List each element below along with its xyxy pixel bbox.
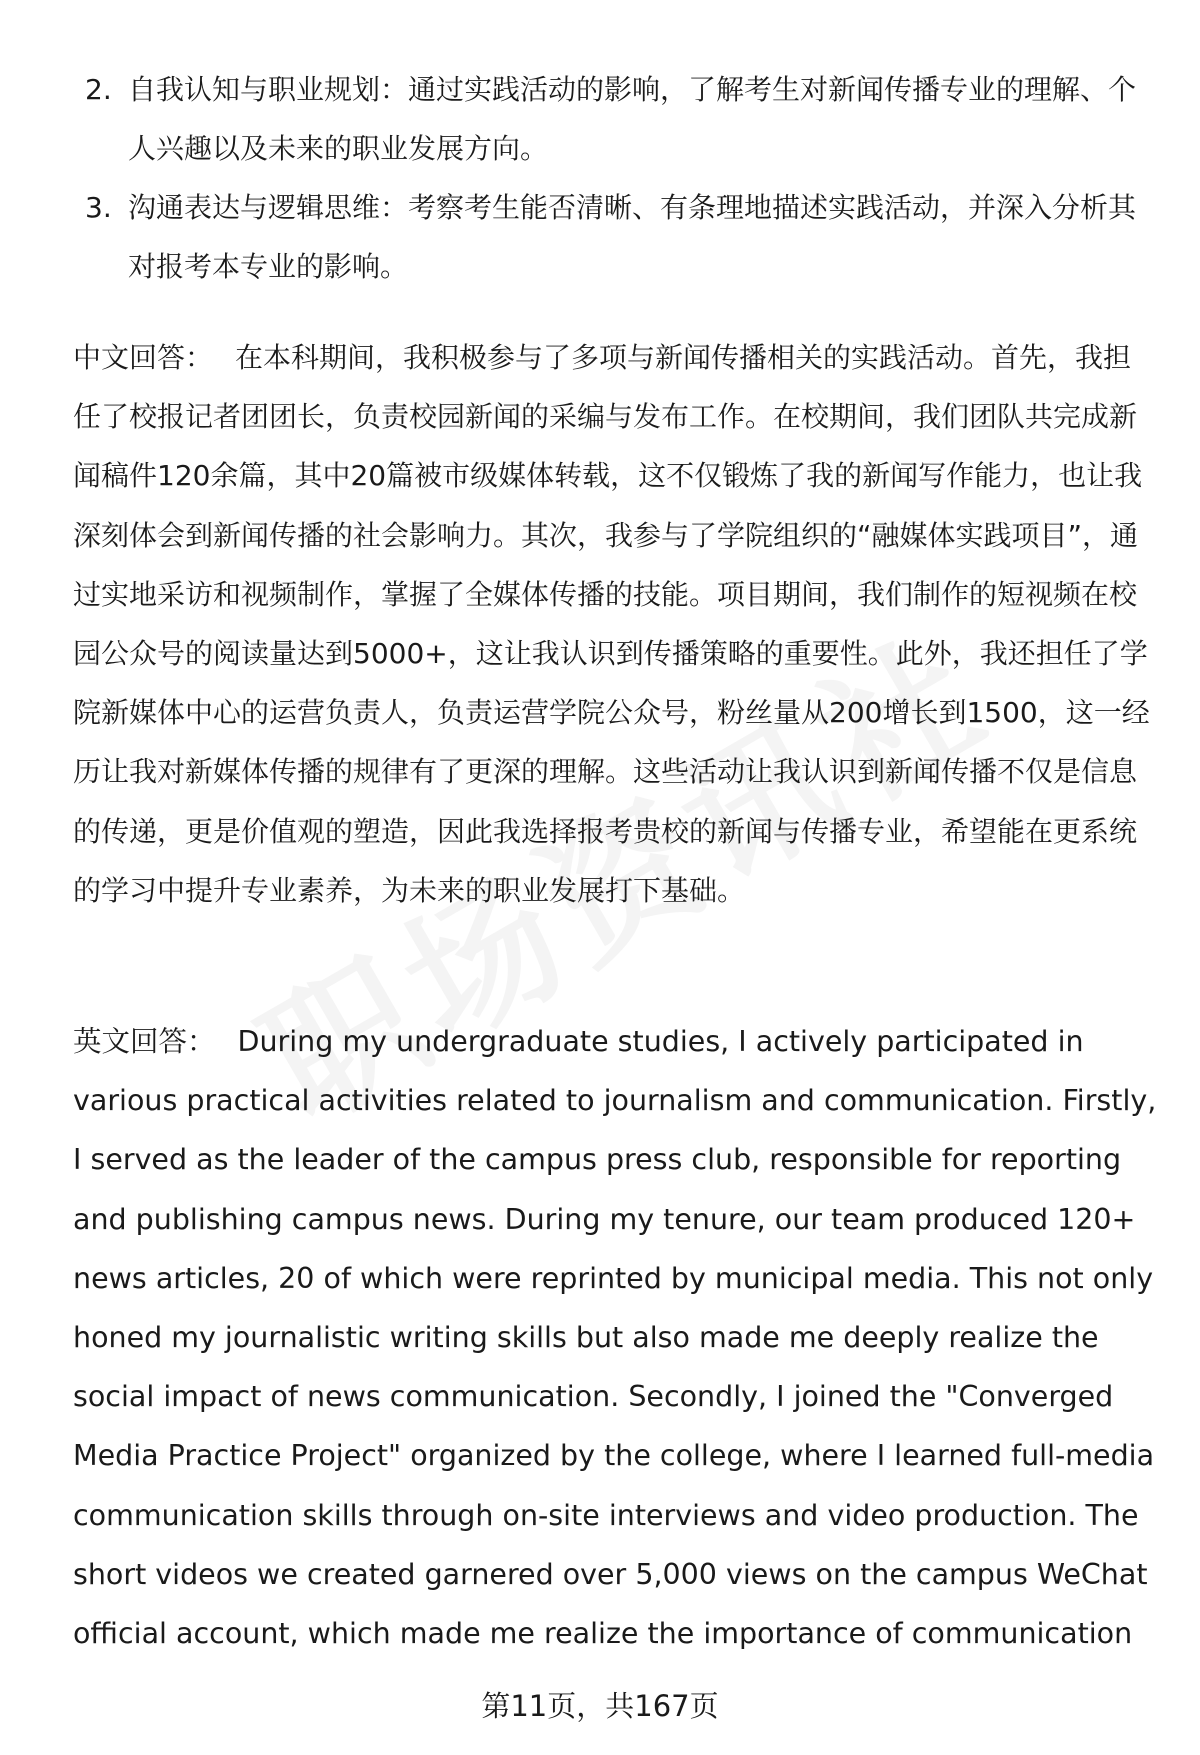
english-answer-paragraph bbox=[73, 1012, 1163, 1663]
page-footer: 第11页，共167页 bbox=[481, 1689, 719, 1723]
list-item bbox=[73, 60, 1143, 178]
list-item bbox=[73, 178, 1143, 296]
list-item-number: 3. bbox=[85, 191, 112, 224]
list-item-text: 沟通表达与逻辑思维：考察考生能否清晰、有条理地描述实践活动，并深入分析其对报考本专业的影响。 bbox=[128, 191, 1137, 283]
chinese-answer-text: 在本科期间，我积极参与了多项与新闻传播相关的实践活动。首先，我担任了校报记者团团长，负责校园新闻的采编与发布工作。在校期间，我们团队共完成新闻稿件120余篇，其中20篇被市级媒体转载，这不仅锻炼了我的新闻写作能力，也让我深刻体会到新闻传播的社会影响力。其次，我参与了学院组织的“融媒体实践项目”，通过实地采访和视频制作，掌握了全媒体传播的技能。项目期间，我们制作的短视频在校园公众号的阅读量达到5000+，这让我认识到传播策略的重要性。此外，我还担任了学院新媒体中心的运营负责人，负责运营学院公众号，粉丝量从200增长到1500，这一经历让我对新媒体传播的规律有了更深的理解。这些活动让我认识到新闻传播不仅是信息的传递，更是价值观的塑造，因此我选择报考贵校的新闻与传播专业，希望能在更系统的学习中提升专业素养，为未来的职业发展打下基础。 bbox=[73, 341, 1150, 907]
list-item-text: 自我认知与职业规划：通过实践活动的影响，了解考生对新闻传播专业的理解、个人兴趣以及未来的职业发展方向。 bbox=[128, 73, 1137, 165]
chinese-answer-label: 中文回答： bbox=[73, 341, 214, 374]
list-item-number: 2. bbox=[85, 73, 112, 106]
chinese-answer-paragraph bbox=[73, 328, 1153, 920]
english-answer-text: During my undergraduate studies, I actively participated in various practical activities related to journalism and communication. Firstly, I served as the leader of the campus press club, responsible for reporting and publishing campus news. During my tenure, our team produced 120+ news articles, 20 of which were reprinted by municipal media. This not only honed my journalistic writing skills but also made me deeply realize the social impact of news communication. Secondly, I joined the "Converged Media Practice Project" organized by the college, where I learned full-media communication skills through on-site interviews and video production. The short videos we created garnered over 5,000 views on the campus WeChat official account, which made me realize the importance of communication bbox=[73, 1025, 1157, 1651]
english-answer-label: 英文回答： bbox=[73, 1025, 216, 1058]
criteria-list bbox=[73, 60, 1143, 296]
